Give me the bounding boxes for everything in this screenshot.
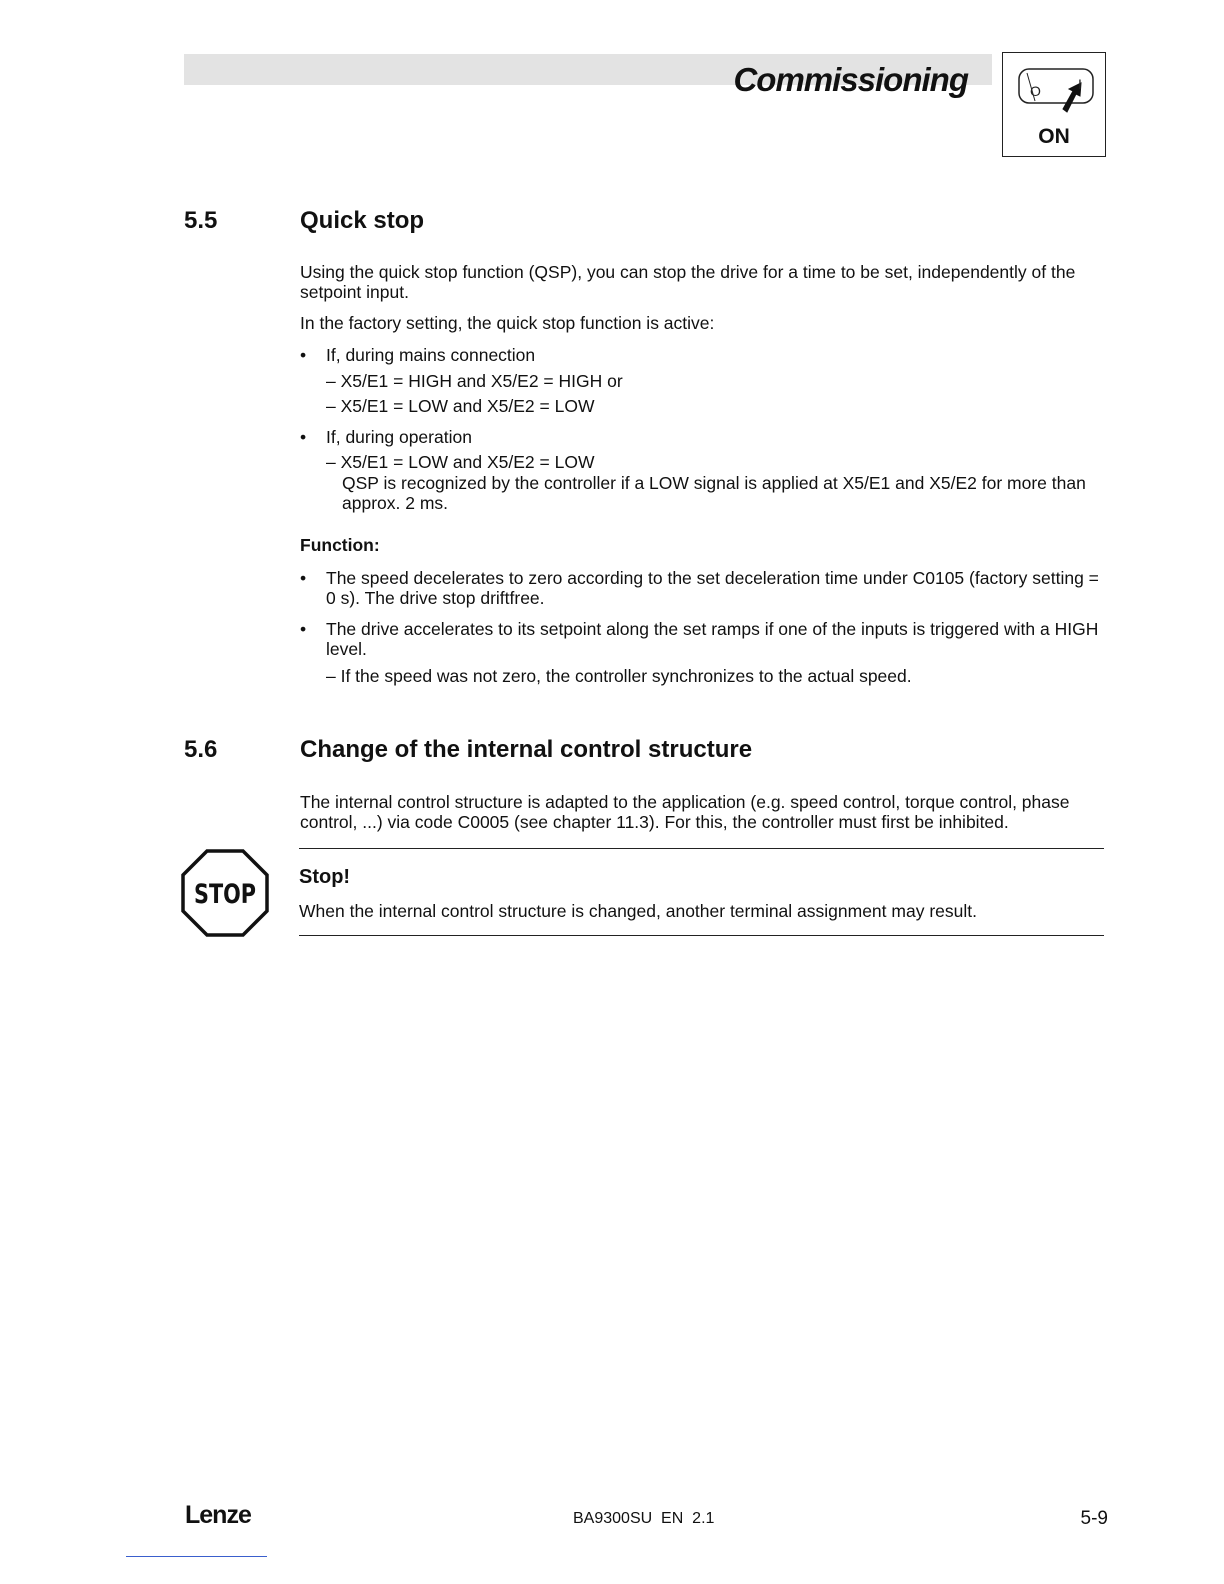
section-title: Quick stop	[300, 207, 425, 234]
document-id: BA9300SU EN 2.1	[573, 1510, 715, 1527]
note-heading: Stop!	[299, 866, 351, 888]
sub-list-item: – X5/E1 = LOW and X5/E2 = LOW	[326, 396, 595, 416]
list-item: The drive accelerates to its setpoint along the set ramps if one of the inputs is triggered with a HIGH level.	[326, 619, 1099, 659]
list-item: The speed decelerates to zero according to the set deceleration time under C0105 (factory setting = 0 s). The drive stop driftfree.	[326, 568, 1099, 608]
paragraph: In the factory setting, the quick stop function is active:	[300, 313, 715, 333]
sub-list-item: – If the speed was not zero, the controller synchronizes to the actual speed.	[326, 666, 912, 686]
switch-on-glyph: I	[1078, 76, 1082, 92]
stop-sign-text: STOP	[194, 879, 256, 910]
footer-link-underline[interactable]	[126, 1556, 267, 1557]
power-switch-icon	[1015, 63, 1095, 121]
chapter-title: Commissioning	[733, 61, 968, 98]
bullet-icon: •	[300, 427, 307, 447]
paragraph: The internal control structure is adapted to the application (e.g. speed control, torque control, phase control, ...) via code C0005 (see chapter 11.3). For this, the controller must first be inhibited.	[300, 792, 1070, 832]
section-number: 5.5	[184, 207, 218, 234]
switch-off-glyph: O	[1030, 83, 1041, 99]
list-item: If, during mains connection	[326, 345, 536, 365]
sub-list-item: – X5/E1 = HIGH and X5/E2 = HIGH or	[326, 371, 623, 391]
bullet-icon: •	[300, 345, 307, 365]
power-switch-label: ON	[1038, 125, 1070, 148]
function-label: Function:	[300, 535, 380, 555]
note-top-rule	[299, 848, 1104, 849]
bullet-icon: •	[300, 568, 307, 588]
section-title: Change of the internal control structure	[300, 736, 753, 763]
company-logo: Lenze	[185, 1501, 251, 1529]
bullet-icon: •	[300, 619, 307, 639]
note-text: When the internal control structure is changed, another terminal assignment may result.	[299, 901, 977, 921]
page-number: 5-9	[1080, 1508, 1108, 1529]
stop-sign-icon	[181, 849, 269, 937]
power-switch-box	[1002, 52, 1106, 157]
paragraph: Using the quick stop function (QSP), you can stop the drive for a time to be set, independently of the setpoint input.	[300, 262, 1076, 302]
sub-list-continuation: QSP is recognized by the controller if a LOW signal is applied at X5/E1 and X5/E2 for more than approx. 2 ms.	[342, 473, 1086, 513]
note-bottom-rule	[299, 935, 1104, 936]
list-item: If, during operation	[326, 427, 472, 447]
section-number: 5.6	[184, 736, 218, 763]
sub-list-item: – X5/E1 = LOW and X5/E2 = LOW	[326, 452, 595, 472]
